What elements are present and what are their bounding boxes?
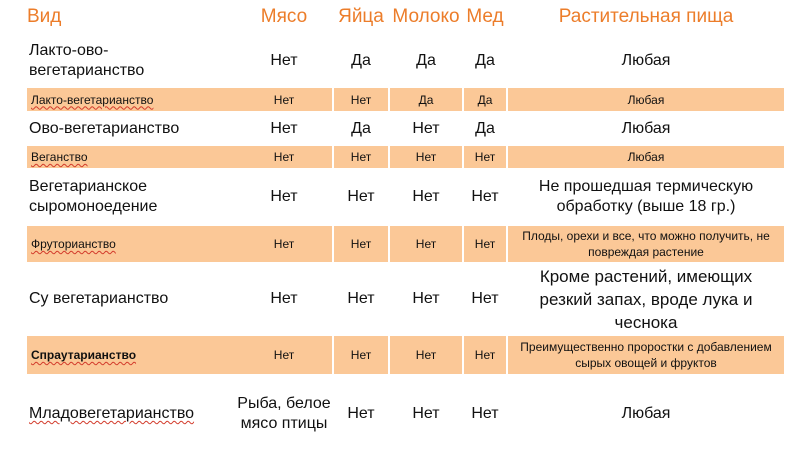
eggs-cell: Нет — [347, 188, 375, 205]
honey-cell: Нет — [464, 226, 506, 262]
table-row — [0, 38, 800, 84]
honey-cell: Да — [475, 52, 495, 69]
plant-cell: Любая — [508, 146, 784, 168]
kind-cell — [27, 116, 234, 142]
kind-label: Ово-вегетарианство — [29, 120, 180, 137]
milk-cell: Нет — [412, 405, 440, 422]
eggs-cell: Да — [351, 120, 371, 137]
header-milk: Молоко — [392, 6, 460, 27]
kind-label: Вегетарианское сыромоноедение — [29, 178, 158, 215]
kind-label: Лакто-вегетарианство — [31, 92, 154, 107]
plant-cell: Кроме растений, имеющих резкий запах, вроде лука и чеснока — [539, 266, 753, 332]
header-plant: Растительная пища — [558, 6, 734, 27]
kind-cell — [27, 380, 234, 448]
header-eggs: Яйца — [338, 6, 384, 27]
meat-cell: Нет — [270, 290, 298, 307]
header-meat: Мясо — [260, 6, 308, 27]
meat-cell: Нет — [236, 336, 332, 374]
meat-cell: Рыба, белое мясо птицы — [237, 395, 331, 432]
milk-cell: Да — [390, 88, 462, 111]
meat-cell: Нет — [236, 88, 332, 111]
table-row — [0, 264, 800, 334]
milk-cell: Нет — [390, 146, 462, 168]
table-row — [0, 88, 800, 111]
plant-cell: Не прошедшая термическую обработку (выше 18 гр.) — [538, 178, 754, 215]
kind-cell — [27, 146, 236, 168]
eggs-cell: Нет — [334, 146, 388, 168]
kind-cell — [27, 174, 207, 220]
kind-cell — [27, 38, 207, 84]
plant-cell: Любая — [621, 405, 671, 422]
eggs-cell: Нет — [347, 405, 375, 422]
kind-label: Спраутарианство — [31, 348, 137, 362]
kind-cell — [27, 264, 234, 334]
meat-cell: Нет — [236, 146, 332, 168]
eggs-cell: Нет — [347, 290, 375, 307]
kind-label: Лакто-ово-вегетарианство — [29, 42, 145, 79]
kind-label: Веганство — [31, 150, 88, 164]
honey-cell: Нет — [471, 405, 499, 422]
kind-cell — [27, 336, 236, 374]
table-row — [0, 226, 800, 262]
meat-cell: Нет — [270, 120, 298, 137]
plant-cell: Любая — [621, 120, 671, 137]
kind-cell — [27, 88, 236, 111]
plant-cell: Преимущественно проростки с добавлением сырых овощей и фруктов — [508, 336, 784, 374]
plant-cell: Плоды, орехи и все, что можно получить, не повреждая растение — [508, 226, 784, 262]
honey-cell: Нет — [471, 290, 499, 307]
eggs-cell: Да — [351, 52, 371, 69]
table-row — [0, 116, 800, 142]
meat-cell: Нет — [270, 52, 298, 69]
table-row — [0, 336, 800, 374]
table-row — [0, 174, 800, 220]
plant-cell: Любая — [508, 88, 784, 111]
honey-cell: Нет — [464, 336, 506, 374]
honey-cell: Да — [464, 88, 506, 111]
meat-cell: Нет — [270, 188, 298, 205]
milk-cell: Нет — [412, 290, 440, 307]
meat-cell: Нет — [236, 226, 332, 262]
kind-label: Фруторианство — [31, 237, 116, 251]
kind-label: Су вегетарианство — [29, 290, 169, 307]
table-row — [0, 380, 800, 448]
milk-cell: Нет — [390, 226, 462, 262]
eggs-cell: Нет — [334, 88, 388, 111]
milk-cell: Нет — [412, 188, 440, 205]
honey-cell: Нет — [471, 188, 499, 205]
kind-label: Младовегетарианство — [29, 405, 195, 422]
eggs-cell: Нет — [334, 226, 388, 262]
honey-cell: Да — [475, 120, 495, 137]
plant-cell: Любая — [621, 52, 671, 69]
table-row — [0, 146, 800, 168]
honey-cell: Нет — [464, 146, 506, 168]
header-kind: Вид — [27, 6, 62, 27]
kind-cell — [27, 226, 236, 262]
milk-cell: Да — [416, 52, 436, 69]
eggs-cell: Нет — [334, 336, 388, 374]
milk-cell: Нет — [390, 336, 462, 374]
milk-cell: Нет — [412, 120, 440, 137]
header-honey: Мед — [466, 6, 504, 27]
